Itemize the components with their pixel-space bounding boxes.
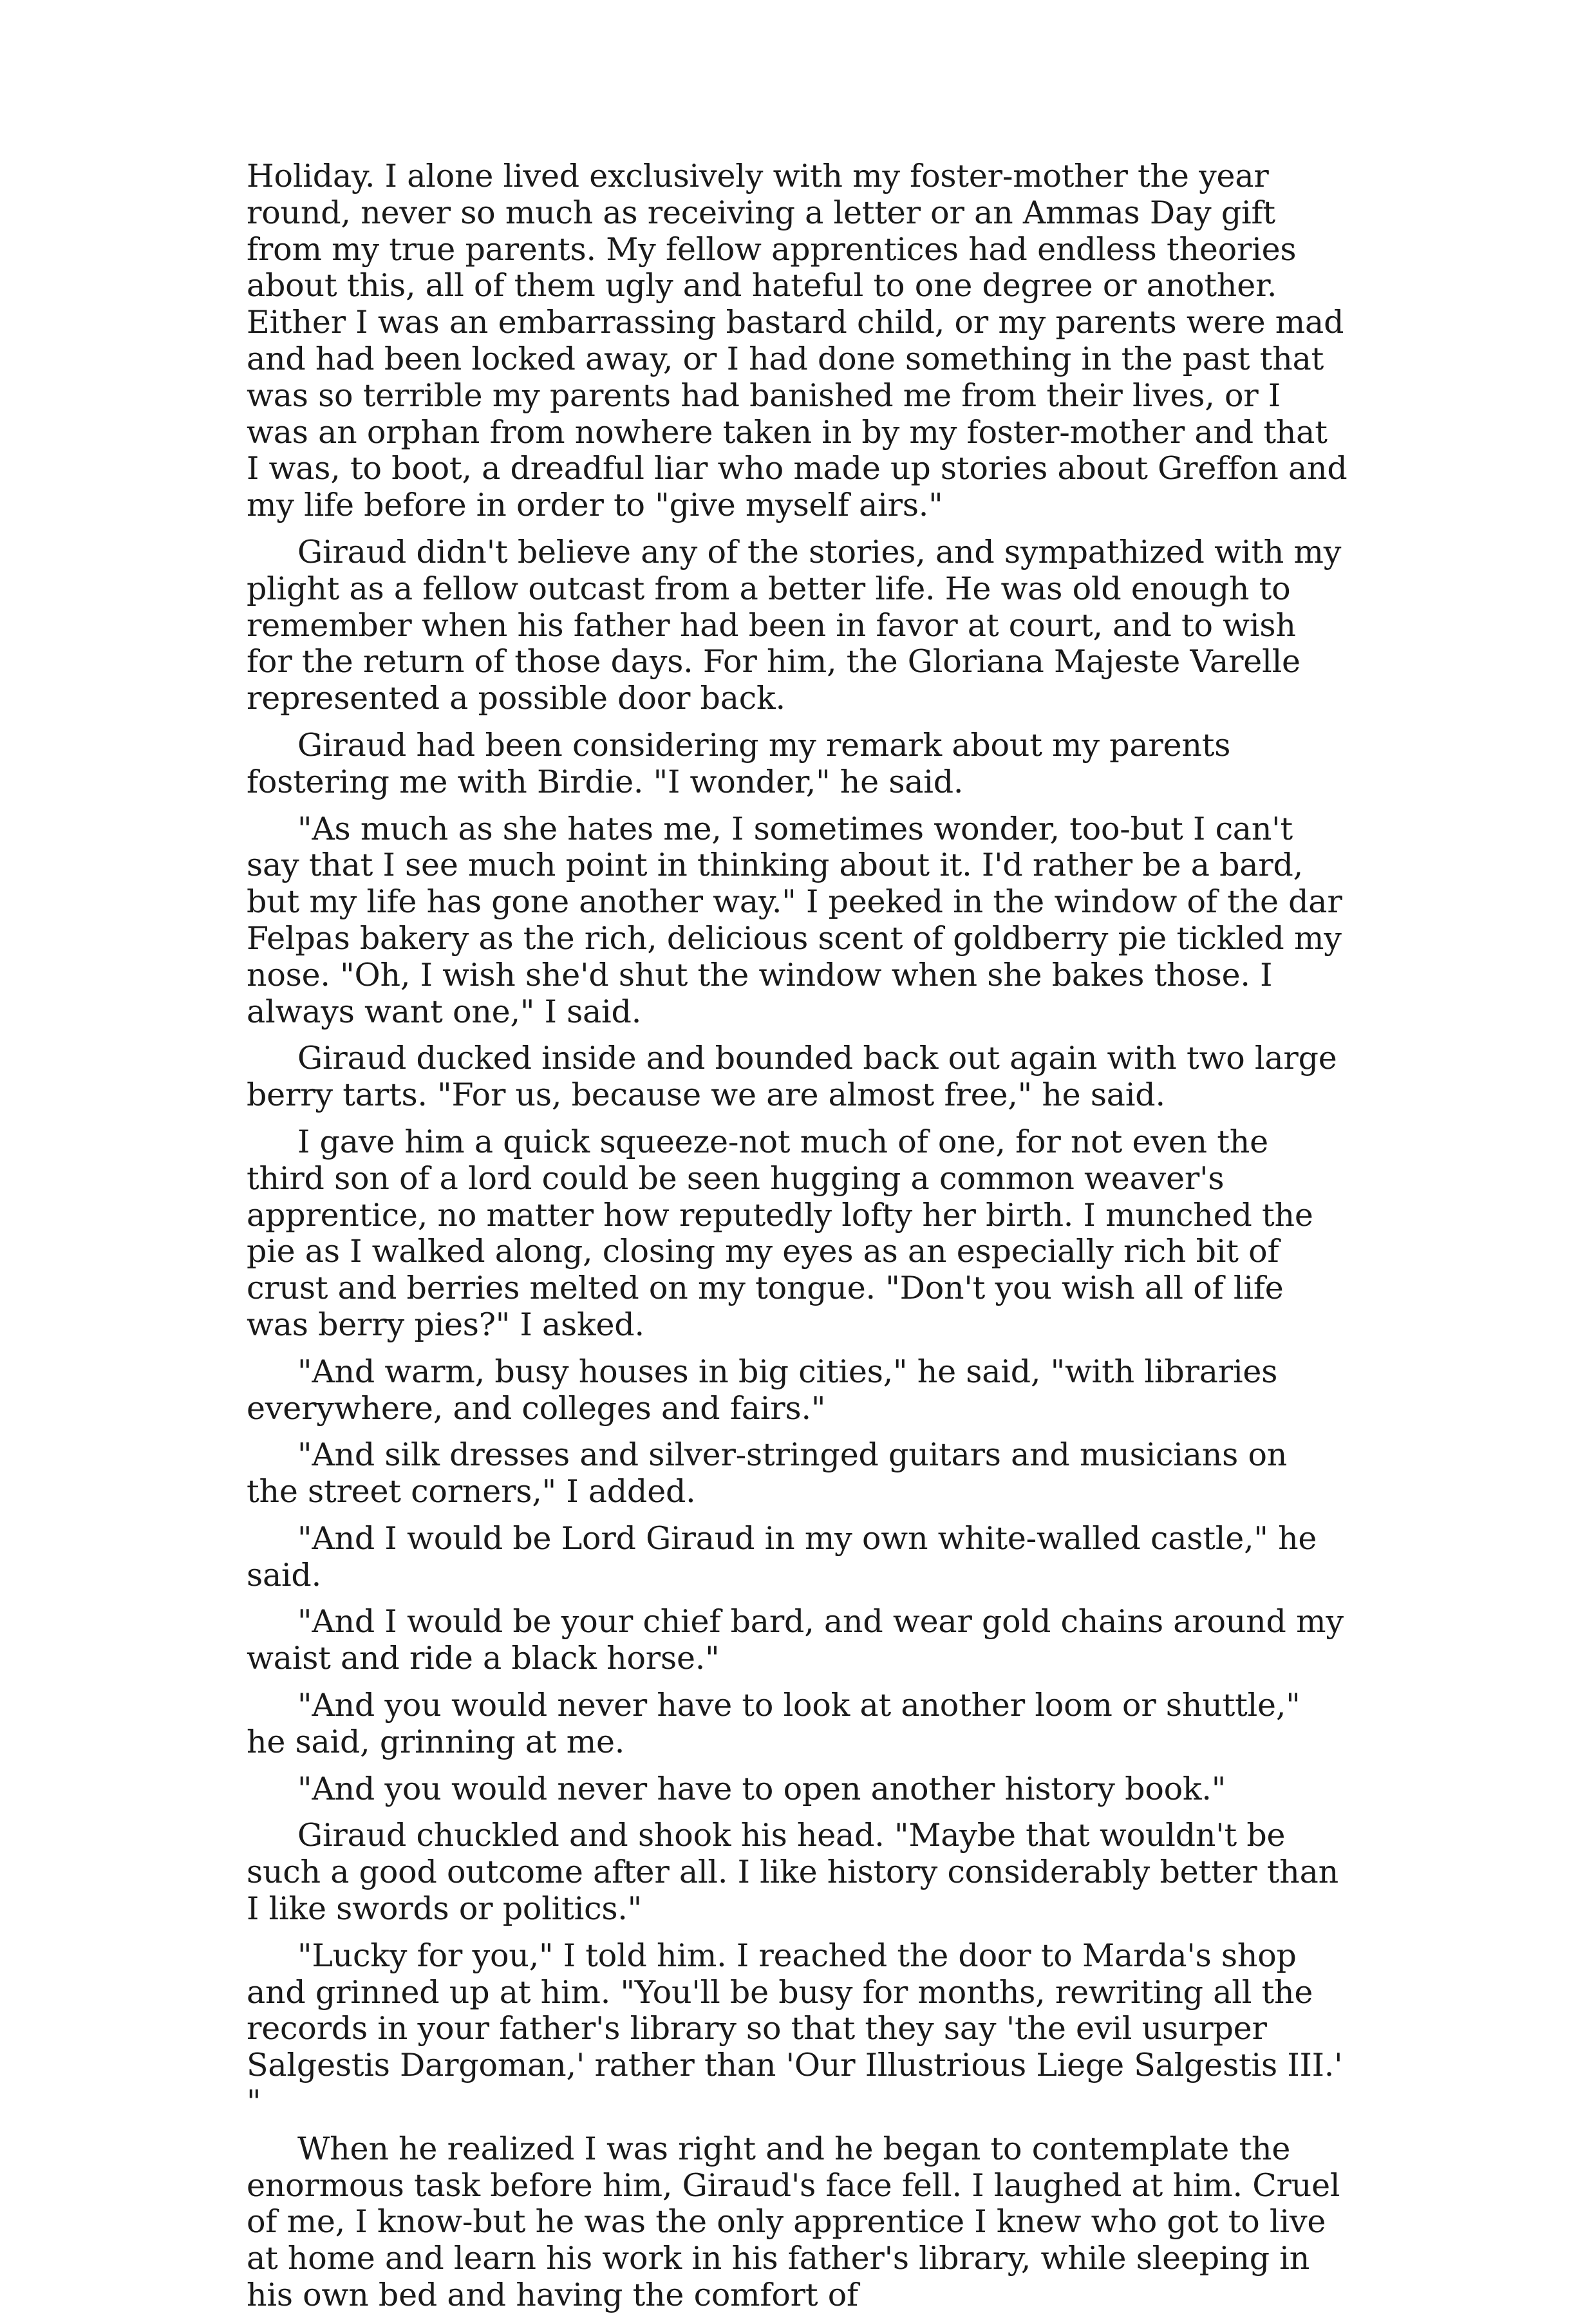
paragraph: "And you would never have to look at another loom or shuttle," he said, grinning at me.	[247, 1687, 1300, 1760]
paragraph: "And I would be your chief bard, and wear gold chains around my waist and ride a black horse."	[247, 1603, 1344, 1677]
paragraph: Holiday. I alone lived exclusively with my foster-mother the year round, never so much as receiving a letter or an Ammas Day gift from my true parents. My fellow apprentices had endless theories about this, all of them ugly and hateful to one degree or another. Either I was an embarrassing bastard child, or my parents were mad and had been locked away, or I had done something in the past that was so terrible my parents had banished me from their lives, or I was an orphan from nowhere taken in by my foster-mother and that I was, to boot, a dreadful liar who made up stories about Greffon and my life before in order to "give myself airs."	[247, 158, 1347, 524]
paragraph: Giraud ducked inside and bounded back out again with two large berry tarts. "For us, because we are almost free," he said.	[247, 1040, 1337, 1114]
paragraph: Giraud chuckled and shook his head. "Maybe that wouldn't be such a good outcome after all. I like history considerably better than I like swords or politics."	[247, 1817, 1339, 1928]
paragraph: "And warm, busy houses in big cities," he said, "with libraries everywhere, and colleges and fairs."	[247, 1353, 1278, 1427]
paragraph: "Lucky for you," I told him. I reached the door to Marda's shop and grinned up at him. "You'll be busy for months, rewriting all the records in your father's library so that they say 'the evil usurper Salgestis Dargoman,' rather than 'Our Illustrious Liege Salgestis III.' "	[247, 1937, 1343, 2121]
paragraph: "As much as she hates me, I sometimes wonder, too-but I can't say that I see much point in thinking about it. I'd rather be a bard, but my life has gone another way." I peeked in the window of the dar Felpas bakery as the rich, delicious scent of goldberry pie tickled my nose. "Oh, I wish she'd shut the window when she bakes those. I always want one," I said.	[247, 810, 1342, 1030]
paragraph: Giraud didn't believe any of the stories, and sympathized with my plight as a fellow outcast from a better life. He was old enough to remember when his father had been in favor at court, and to wish for the return of those days. For him, the Gloriana Majeste Varelle represented a possible door back.	[247, 533, 1342, 717]
paragraph: I gave him a quick squeeze-not much of one, for not even the third son of a lord could be seen hugging a common weaver's apprentice, no matter how reputedly lofty her birth. I munched the pie as I walked along, closing my eyes as an especially rich bit of crust and berries melted on my tongue. "Don't you wish all of life was berry pies?" I asked.	[247, 1123, 1313, 1343]
paragraph: "And I would be Lord Giraud in my own white-walled castle," he said.	[247, 1519, 1317, 1594]
paragraph: "And silk dresses and silver-stringed guitars and musicians on the street corners," I added.	[247, 1436, 1288, 1510]
paragraph: "And you would never have to open another history book."	[297, 1770, 1226, 1807]
book-page-text	[247, 158, 1347, 2314]
paragraph: Giraud had been considering my remark about my parents fostering me with Birdie. "I wonder," he said.	[247, 726, 1231, 800]
paragraph: When he realized I was right and he began to contemplate the enormous task before him, Giraud's face fell. I laughed at him. Cruel of me, I know-but he was the only apprentice I knew who got to live at home and learn his work in his father's library, while sleeping in his own bed and having the comfort of	[247, 2130, 1340, 2314]
